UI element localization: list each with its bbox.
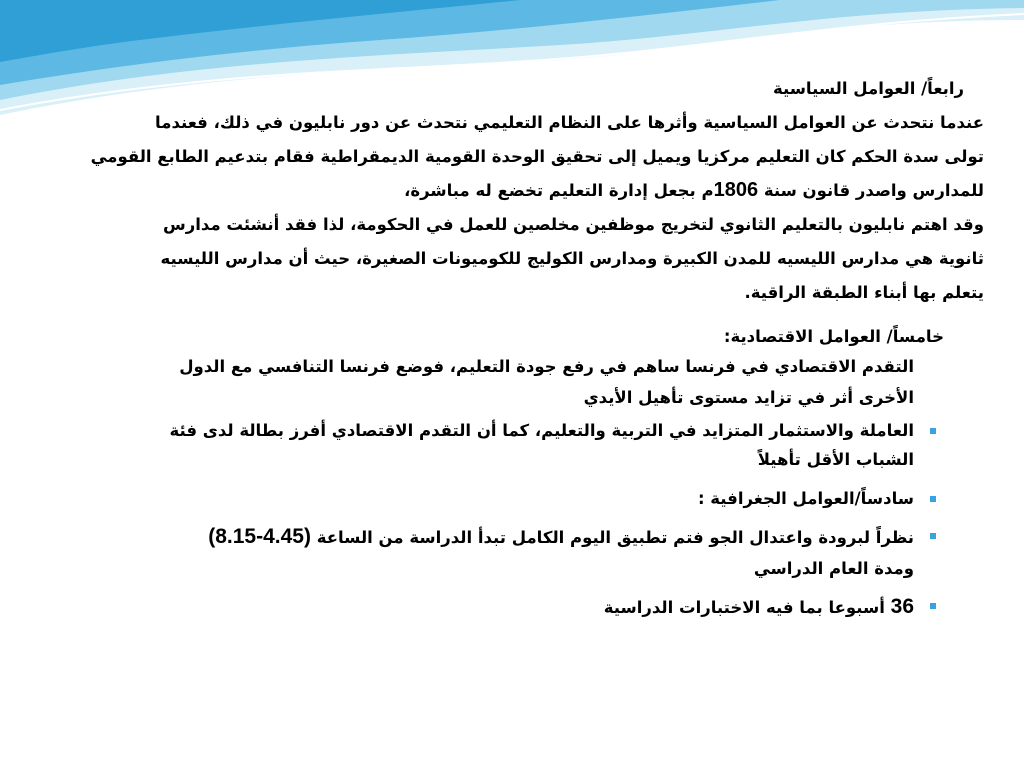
list-item-text: الشباب الأقل تأهيلاً — [757, 450, 914, 469]
paragraph-line: ثانوية هي مدارس الليسيه للمدن الكبيرة ومدارس الكوليج للكوميونات الصغيرة، حيث أن مدارس الليسيه — [160, 249, 984, 268]
paragraph-line: الأخرى أثر في تزايد مستوى تأهيل الأيدي — [583, 388, 914, 407]
list-item-text-part: أسبوعا بما فيه الاختبارات الدراسية — [603, 598, 885, 617]
bullet-list — [60, 416, 914, 624]
year-number: 1806 — [713, 179, 759, 201]
paragraph-line: وقد اهتم نابليون بالتعليم الثانوي لتخريج موظفين مخلصين للعمل في الحكومة، لذا فقد أنشئت مدارس — [163, 215, 984, 234]
list-item — [60, 591, 914, 624]
bullet-marker — [930, 603, 936, 609]
paragraph-line: عندما نتحدث عن العوامل السياسية وأثرها على النظام التعليمي نتحدث عن دور نابليون في ذلك، فعندما — [155, 113, 984, 132]
list-item-text-part: نظراً لبرودة واعتدال الجو فتم تطبيق اليوم الكامل تبدأ الدراسة من الساعة — [316, 528, 914, 547]
list-item-text: العاملة والاستثمار المتزايد في التربية والتعليم، كما أن التقدم الاقتصادي أفرز بطالة لدى فئة — [169, 421, 914, 440]
bullet-marker — [930, 496, 936, 502]
bullet-marker — [930, 428, 936, 434]
list-item — [60, 416, 914, 474]
paragraph-line: تولى سدة الحكم كان التعليم مركزيا ويميل إلى تحقيق الوحدة القومية الديمقراطية فقام بتدعيم الطابع القومي — [90, 147, 984, 166]
paragraph-text: م بجعل إدارة التعليم تخضع له مباشرة، — [404, 181, 714, 200]
list-item — [60, 521, 914, 583]
paragraph-line: التقدم الاقتصادي في فرنسا ساهم في رفع جودة التعليم، فوضع فرنسا التنافسي مع الدول — [179, 357, 914, 376]
paragraph-line — [14, 174, 984, 207]
paragraph-text: للمدارس واصدر قانون سنة — [763, 181, 984, 200]
bullet-marker — [930, 533, 936, 539]
weeks-number: 36 — [890, 595, 914, 618]
list-item — [60, 484, 914, 513]
list-item-text — [60, 521, 914, 554]
paragraph-line: يتعلم بها أبناء الطبقة الراقية. — [744, 283, 984, 302]
list-item-text: ومدة العام الدراسي — [753, 559, 914, 578]
list-item-text — [60, 591, 914, 624]
list-item-text: سادساً/العوامل الجغرافية : — [697, 489, 914, 508]
section-heading-economic: خامساً/ العوامل الاقتصادية: — [723, 327, 944, 346]
section-heading-political: رابعاً/ العوامل السياسية — [772, 79, 964, 98]
time-range: (4.45-8.15) — [208, 525, 311, 548]
